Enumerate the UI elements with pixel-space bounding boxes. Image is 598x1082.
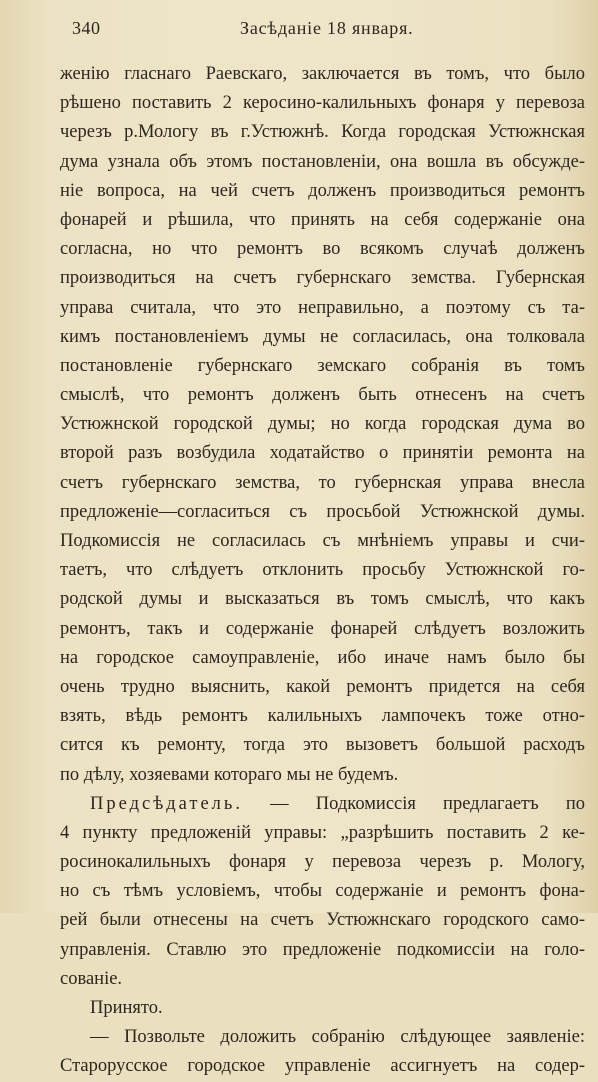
text-line: ніе вопроса, на чей счетъ долженъ производиться ремонтъ: [60, 180, 585, 201]
text-line: кимъ постановленіемъ думы не согласилась, она толковала: [60, 326, 585, 347]
text-line: рей были отнесены на счетъ Устюжнскаго городского само-: [60, 910, 585, 931]
text-line: сится къ ремонту, тогда это вызоветъ большой расходъ: [60, 735, 585, 756]
text-line: росинокалильныхъ фонаря у перевоза черезъ р. Мологу,: [60, 852, 585, 873]
text-line: согласна, но что ремонтъ во всякомъ случаѣ долженъ: [60, 239, 585, 260]
text-line: второй разъ возбудила ходатайство о принятіи ремонта на: [60, 443, 585, 464]
text-line: 4 пункту предложеній управы: „разрѣшить поставить 2 ке-: [60, 822, 585, 843]
text-line: родской думы и высказаться въ томъ смыслѣ, что какъ: [60, 589, 585, 610]
text-line: но съ тѣмъ условіемъ, чтобы содержаніе и ремонтъ фона-: [60, 881, 585, 902]
text-line: смыслѣ, что ремонтъ долженъ быть отнесенъ на счетъ: [60, 385, 585, 406]
text-line: Подкомиссія не согласилась съ мнѣніемъ управы и счи-: [60, 531, 585, 551]
text-line: ремонтъ, такъ и содержаніе фонарей слѣдуетъ возложить: [60, 618, 585, 639]
text-line: взять, вѣдь ремонтъ калильныхъ лампочекъ тоже отно-: [60, 706, 585, 727]
text-line: черезъ р.Мологу въ г.Устюжнѣ. Когда городская Устюжнская: [60, 122, 585, 143]
body-text: [60, 60, 585, 1082]
text-line: женію гласнаго Раевскаго, заключается въ томъ, что было: [60, 64, 585, 84]
accepted-line: Принято.: [90, 998, 163, 1018]
text-line: производиться на счетъ губернскаго земства. Губернская: [60, 268, 585, 289]
text-line: управа считала, что это неправильно, а поэтому съ та-: [60, 297, 585, 318]
text-line: сованіе.: [60, 968, 123, 989]
text-line: — Позвольте доложить собранію слѣдующее заявленіе:: [90, 1027, 585, 1048]
text-line: по дѣлу, хозяевами котораго мы не будемъ.: [60, 764, 399, 785]
text-line: Устюжнской городской думы; но когда городская дума во: [60, 414, 585, 435]
page-number: 340: [72, 18, 101, 38]
text-line: на городское самоуправленіе, ибо иначе намъ было бы: [60, 647, 585, 668]
text-line: очень трудно выяснить, какой ремонтъ придется на себя: [60, 676, 585, 697]
text-line: счетъ губернскаго земства, то губернская управа внесла: [60, 472, 585, 493]
text-line: таетъ, что слѣдуетъ отклонить просьбу Устюжнской го-: [60, 560, 585, 581]
chairman-first-line: [60, 790, 585, 819]
text-line: рѣшено поставить 2 керосино-калильныхъ фонаря у перевоза: [60, 93, 585, 114]
page-header: [72, 18, 558, 42]
text-line: Старорусское городское управленіе ассигнуетъ на содер-: [60, 1056, 585, 1077]
chairman-first-line-rest: — Подкомиссія предлагаетъ по: [270, 793, 585, 814]
text-line: постановленіе губернскаго земскаго собранія въ томъ: [60, 355, 585, 376]
speaker-label: Предсѣдатель.: [90, 793, 243, 814]
text-line: фонарей и рѣшила, что принять на себя содержаніе она: [60, 209, 585, 230]
text-line: предложеніе—согласиться съ просьбой Устюжнской думы.: [60, 501, 585, 522]
running-head: Засѣданіе 18 января.: [240, 18, 414, 38]
text-line: управленія. Ставлю это предложеніе подкомиссіи на голо-: [60, 939, 585, 960]
text-line: дума узнала объ этомъ постановленіи, она вошла въ обсужде-: [60, 151, 585, 172]
